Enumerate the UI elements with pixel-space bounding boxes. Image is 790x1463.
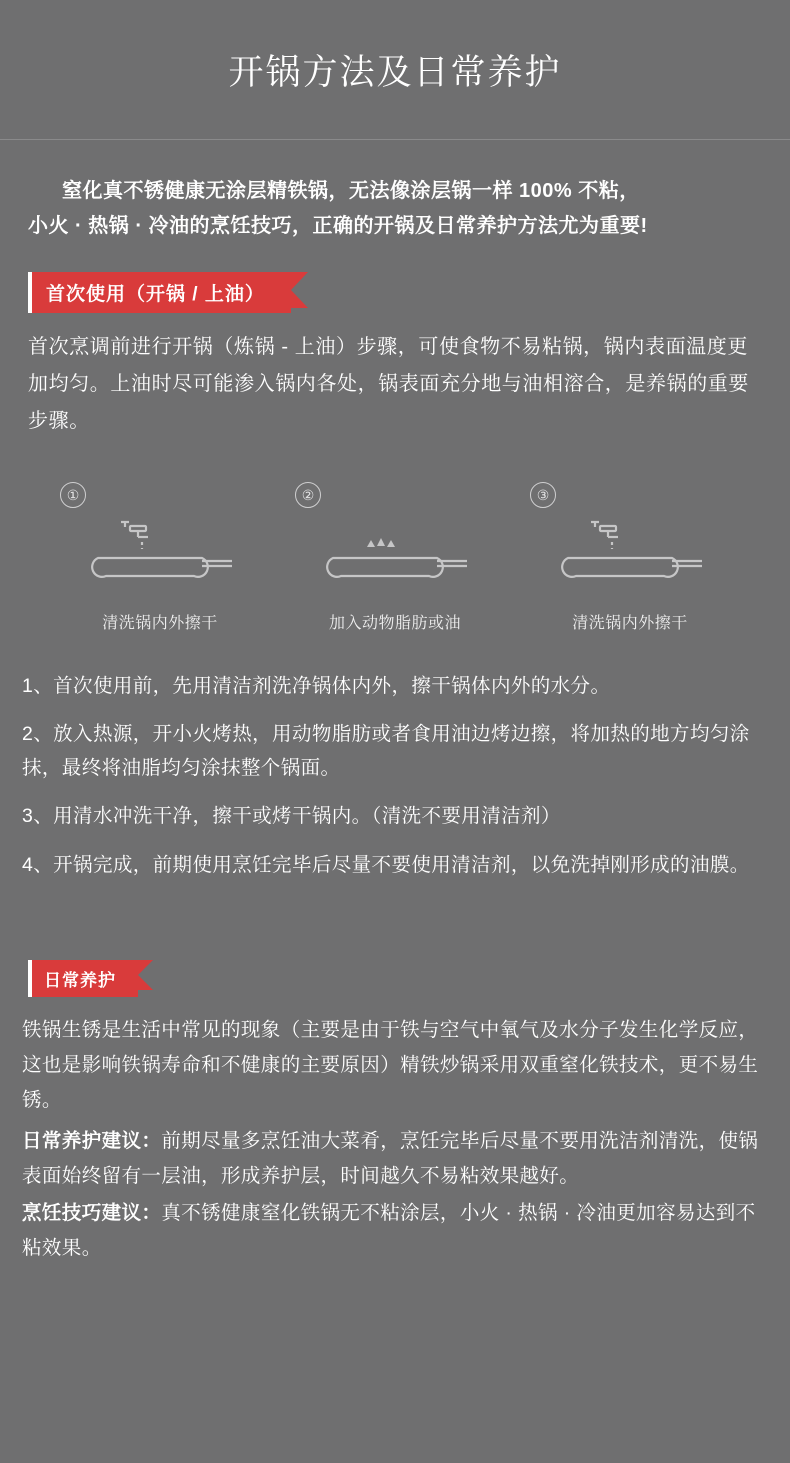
first-use-paragraph: 首次烹调前进行开锅（炼锅 - 上油）步骤，可使食物不易粘锅，锅内表面温度更加均匀。上油时尽可能渗入锅内各处，锅表面充分地与油相溶合，是养锅的重要步骤。 (28, 336, 749, 432)
daily-care-ribbon-wrap (0, 938, 790, 997)
list-item: 2、放入热源，开小火烤热，用动物脂肪或者食用油边烤边擦，将加热的地方均匀涂抹，最终将油脂均匀涂抹整个锅面。 (22, 723, 750, 780)
step-item (60, 482, 260, 633)
steps-row (0, 440, 790, 633)
daily-care-body (0, 997, 790, 1267)
intro-line-2: 小火 · 热锅 · 冷油的烹饪技巧，正确的开锅及日常养护方法尤为重要! (28, 215, 648, 237)
daily-care-tip-2-label: 烹饪技巧建议： (22, 1202, 162, 1225)
step-label: 清洗锅内外擦干 (102, 615, 218, 632)
step-number: ① (60, 482, 86, 508)
step-number: ③ (530, 482, 556, 508)
intro-block (0, 140, 790, 250)
page-title: 开锅方法及日常养护 (228, 52, 562, 92)
page-header (0, 0, 790, 140)
daily-care-paragraph: 铁锅生锈是生活中常见的现象（主要是由于铁与空气中氧气及水分子发生化学反应，这也是影响铁锅寿命和不健康的主要原因）精铁炒锅采用双重窒化铁技术，更不易生锈。 (22, 1018, 759, 1111)
list-item: 4、开锅完成，前期使用烹饪完毕后尽量不要使用清洁剂，以免洗掉刚形成的油膜。 (22, 853, 750, 876)
daily-care-tip-2-text: 真不锈健康窒化铁锅无不粘涂层，小火 · 热锅 · 冷油更加容易达到不粘效果。 (22, 1202, 756, 1260)
daily-care-tip-1-label: 日常养护建议： (22, 1129, 162, 1152)
step-label: 清洗锅内外擦干 (572, 615, 688, 632)
faucet-wash-pan-icon (60, 518, 260, 596)
list-item: 3、用清水冲洗干净，擦干或烤干锅内。（清洗不要用清洁剂） (22, 805, 561, 828)
step-number: ② (295, 482, 321, 508)
list-item: 1、首次使用前，先用清洁剂洗净锅体内外，擦干锅体内外的水分。 (22, 675, 611, 697)
first-use-ribbon-wrap (0, 250, 790, 313)
first-use-instruction-list (0, 633, 790, 882)
step-label: 加入动物脂肪或油 (328, 615, 461, 632)
daily-care-tip-1-text: 前期尽量多烹饪油大菜肴，烹饪完毕后尽量不要用洗洁剂清洗，使锅表面始终留有一层油，形成养护层，时间越久不易粘效果越好。 (22, 1129, 759, 1187)
daily-care-tip-2 (22, 1196, 768, 1266)
step-item (530, 482, 730, 633)
daily-care-tip-1 (22, 1124, 768, 1194)
heat-pan-oil-icon (295, 518, 495, 596)
step-item (295, 482, 495, 633)
faucet-wash-pan-icon (530, 518, 730, 596)
section-label-first-use: 首次使用（开锅 / 上油） (28, 272, 291, 313)
section-label-daily-care: 日常养护 (28, 960, 138, 997)
spacer (0, 896, 790, 938)
intro-line-1: 窒化真不锈健康无涂层精铁锅，无法像涂层锅一样 100% 不粘， (62, 180, 640, 202)
